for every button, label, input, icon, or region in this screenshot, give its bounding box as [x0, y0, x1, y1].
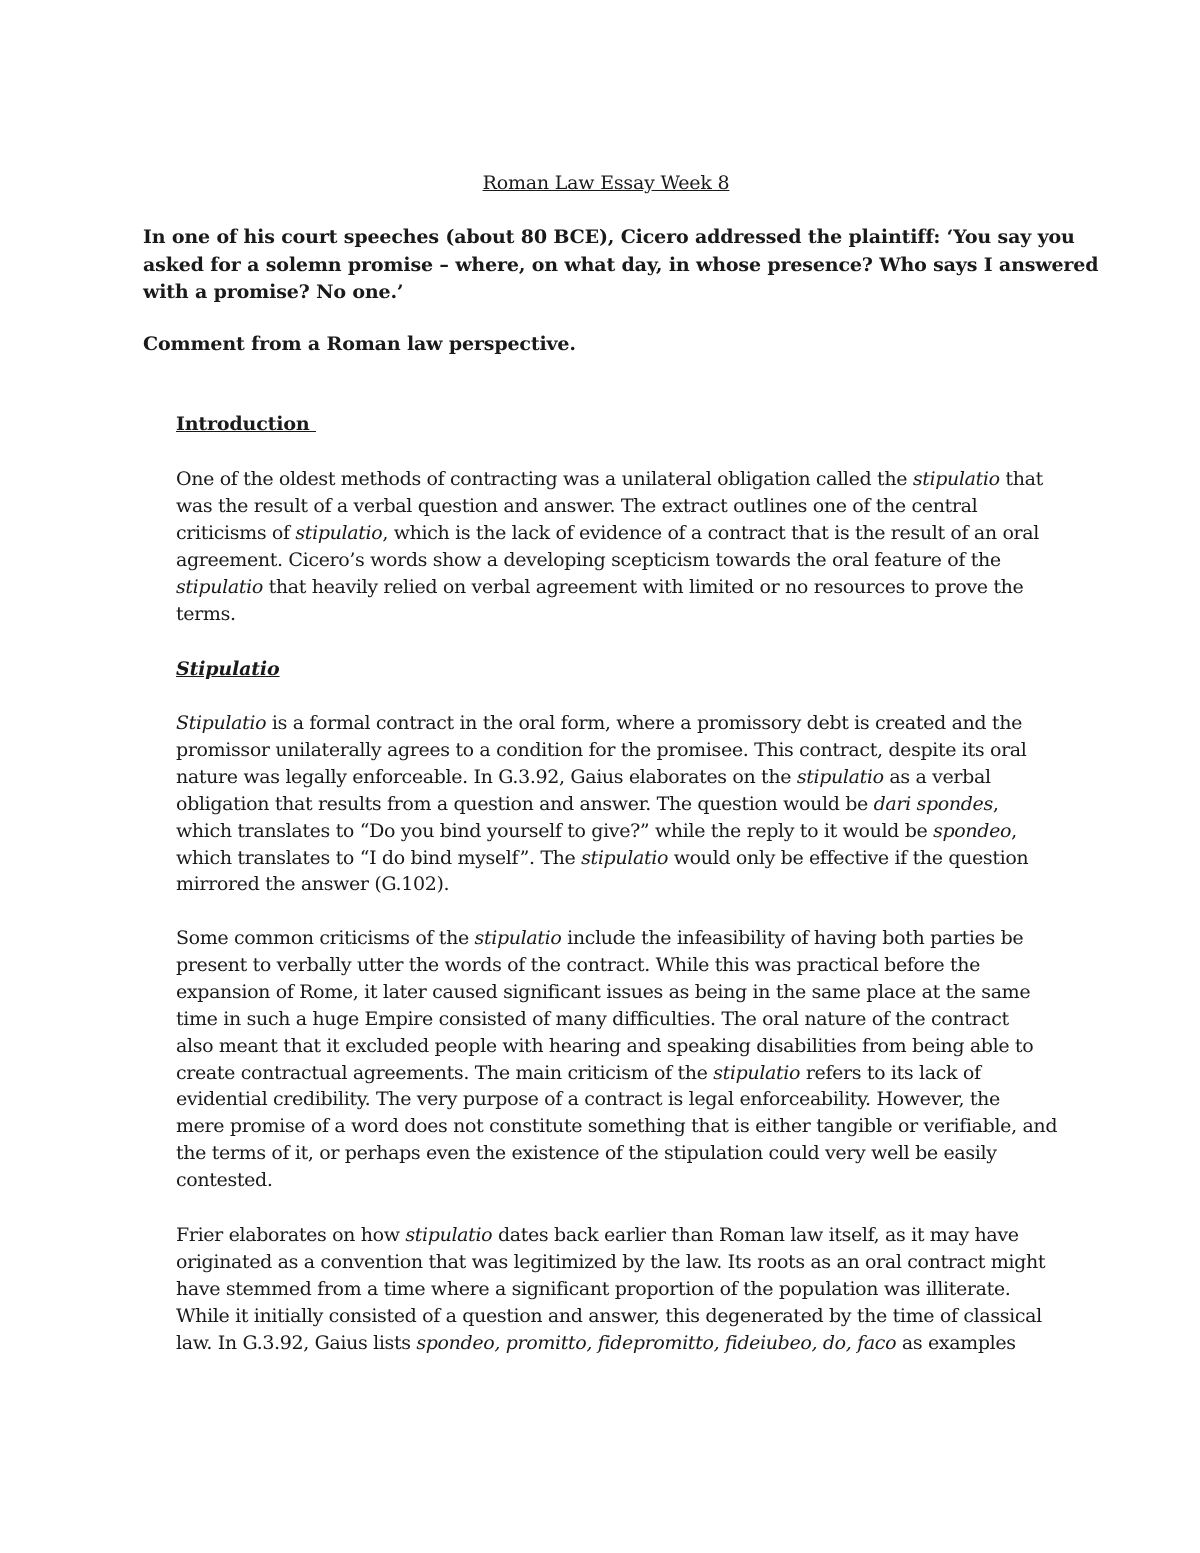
text-run: would only be effective if the question: [668, 846, 1029, 869]
text-line: [176, 710, 1076, 737]
text-run: the terms of it, or perhaps even the existence of the stipulation could very well be easily: [176, 1142, 997, 1165]
text-run: law. In G.3.92, Gaius lists: [176, 1331, 417, 1354]
text-run: contested.: [176, 1169, 273, 1192]
text-run: time in such a huge Empire consisted of many difficulties. The oral nature of the contract: [176, 1007, 1009, 1030]
text-line: [176, 1113, 1076, 1140]
text-run: have stemmed from a time where a significant proportion of the population was illiterate.: [176, 1277, 1011, 1300]
text-run: , which is the lack of evidence of a contract that is the result of an oral: [382, 521, 1039, 544]
text-run: as a verbal: [883, 765, 991, 788]
text-run: agreement. Cicero’s words show a developing scepticism towards the oral feature of the: [176, 548, 1001, 571]
text-line: [176, 1033, 1076, 1060]
text-line: [176, 737, 1076, 764]
text-run: One of the oldest methods of contracting was a unilateral obligation called the: [176, 468, 913, 490]
text-line: [176, 1276, 1076, 1303]
text-run: Frier elaborates on how: [176, 1224, 406, 1246]
text-run: also meant that it excluded people with hearing and speaking disabilities from being able to: [176, 1034, 1034, 1057]
text-line: [176, 466, 1076, 493]
text-line: [176, 1249, 1076, 1276]
text-run: ,: [1011, 819, 1017, 842]
stipulatio-paragraph-2: [176, 925, 1076, 1194]
text-line: [176, 791, 1076, 818]
text-run: is a formal contract in the oral form, where a promissory debt is created and the: [266, 712, 1022, 734]
text-line: [176, 1167, 1076, 1194]
italic-term: stipulatio: [176, 575, 263, 598]
text-run: Some common criticisms of the: [176, 927, 475, 949]
text-line: [176, 818, 1076, 845]
text-run: criticisms of: [176, 521, 296, 544]
text-run: which translates to “I do bind myself”. The: [176, 846, 582, 869]
text-run: that heavily relied on verbal agreement with limited or no resources to prove the: [262, 575, 1024, 598]
text-line: [176, 925, 1076, 952]
text-run: mere promise of a word does not constitute something that is either tangible or verifiable, and: [176, 1115, 1058, 1138]
text-run: was the result of a verbal question and answer. The extract outlines one of the central: [176, 494, 978, 517]
text-run: dates back earlier than Roman law itself, as it may have: [492, 1224, 1019, 1246]
text-run: obligation that results from a question and answer. The question would be: [176, 792, 874, 815]
text-run: as examples: [896, 1331, 1016, 1354]
text-run: nature was legally enforceable. In G.3.92, Gaius elaborates on the: [176, 765, 797, 788]
text-run: that: [999, 468, 1043, 490]
text-line: [176, 493, 1076, 520]
text-line: [176, 845, 1076, 872]
prompt-line: asked for a solemn promise – where, on what day, in whose presence? Who says I answered: [143, 253, 1099, 276]
text-line: [176, 520, 1076, 547]
document-title: Roman Law Essay Week 8: [482, 172, 730, 194]
text-line: [176, 952, 1076, 979]
text-line: [176, 1222, 1076, 1249]
text-run: expansion of Rome, it later caused significant issues as being in the same place at the same: [176, 980, 1031, 1003]
section-heading-introduction: Introduction: [176, 413, 316, 435]
text-run: ,: [992, 792, 999, 815]
essay-instruction: Comment from a Roman law perspective.: [143, 333, 576, 355]
text-line: [176, 1140, 1076, 1167]
text-run: promissor unilaterally agrees to a condition for the promisee. This contract, despite its oral: [176, 738, 1027, 761]
text-run: include the infeasibility of having both parties be: [561, 927, 1024, 949]
italic-term: stipulatio: [295, 521, 383, 544]
prompt-line: In one of his court speeches (about 80 BCE), Cicero addressed the plaintiff: ‘You say you: [143, 226, 1075, 248]
stipulatio-paragraph-3: [176, 1222, 1076, 1357]
text-line: [176, 1330, 1076, 1357]
stipulatio-section: [176, 658, 1076, 680]
italic-term: stipulatio: [474, 927, 562, 949]
text-line: [176, 1060, 1076, 1087]
italic-term: stipulatio: [796, 765, 884, 788]
text-line: [176, 871, 1076, 898]
text-run: originated as a convention that was legitimized by the law. Its roots as an oral contract might: [176, 1250, 1046, 1273]
italic-term: stipulatio: [912, 468, 1000, 490]
introduction-paragraph: [176, 466, 1076, 627]
text-run: mirrored the answer (G.102).: [176, 873, 450, 896]
italic-term: stipulatio: [581, 846, 669, 869]
text-run: terms.: [176, 602, 236, 625]
text-run: While it initially consisted of a question and answer, this degenerated by the time of classical: [176, 1304, 1042, 1327]
italic-term: spondeo: [933, 819, 1012, 842]
text-line: [176, 764, 1076, 791]
italic-term: stipulatio: [405, 1224, 493, 1246]
section-heading-stipulatio: Stipulatio: [176, 658, 280, 680]
text-run: present to verbally utter the words of the contract. While this was practical before the: [176, 953, 981, 976]
text-line: [176, 574, 1076, 601]
text-run: refers to its lack of: [800, 1061, 981, 1084]
italic-term: Stipulatio: [176, 712, 267, 734]
stipulatio-paragraph-1: [176, 710, 1076, 898]
text-line: [176, 601, 1076, 628]
italic-term: stipulatio: [713, 1061, 801, 1084]
text-run: which translates to “Do you bind yourself to give?” while the reply to it would be: [176, 819, 934, 842]
text-run: evidential credibility. The very purpose of a contract is legal enforceability. However, the: [176, 1088, 1000, 1111]
text-line: [176, 1006, 1076, 1033]
italic-term: spondeo, promitto, fidepromitto, fideiubeo, do, faco: [416, 1331, 897, 1354]
essay-prompt: [143, 224, 1099, 307]
text-line: [176, 547, 1076, 574]
text-run: create contractual agreements. The main criticism of the: [176, 1061, 714, 1084]
text-line: [176, 1303, 1076, 1330]
text-line: [176, 1086, 1076, 1113]
italic-term: dari spondes: [873, 792, 993, 815]
text-line: [176, 979, 1076, 1006]
prompt-line: with a promise? No one.’: [143, 281, 404, 303]
introduction-section: [176, 413, 1076, 435]
